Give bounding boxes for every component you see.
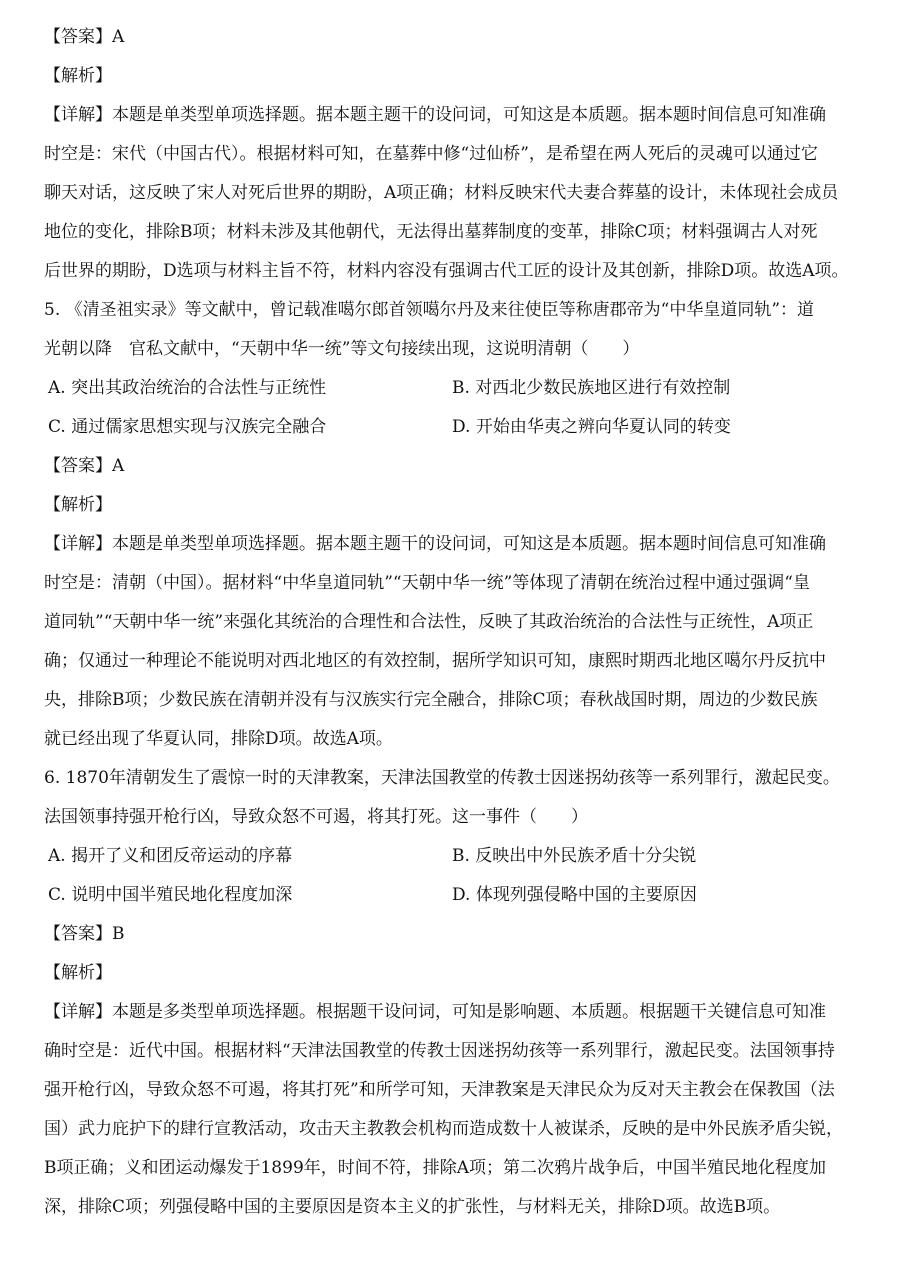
q6-option-c: C. 说明中国半殖民地化程度加深 [48, 885, 293, 905]
q5-detail-line: 央，排除B项；少数民族在清朝并没有与汉族实行完全融合，排除C项；春秋战国时期，周边的少数民族 [44, 690, 818, 710]
q6-stem-line: 法国领事持强开枪行凶，导致众怒不可遏，将其打死。这一事件（ ） [44, 807, 588, 827]
q4-detail-line: 【详解】本题是单类型单项选择题。据本题主题干的设问词，可知这是本质题。据本题时间信息可知准确 [44, 105, 826, 125]
q4-analysis-label: 【解析】 [44, 66, 112, 86]
q6-detail-line: 确时空是：近代中国。根据材料“天津法国教堂的传教士因迷拐幼孩等一系列罪行，激起民变。法国领事持 [44, 1041, 835, 1061]
q5-option-b: B. 对西北少数民族地区进行有效控制 [452, 378, 731, 398]
q6-options-row-2 [44, 876, 864, 915]
q4-detail-line: 地位的变化，排除B项；材料未涉及其他朝代，无法得出墓葬制度的变革，排除C项；材料强调古人对死 [44, 222, 818, 242]
q6-answer: 【答案】B [44, 924, 125, 944]
q4-answer: 【答案】A [44, 27, 125, 47]
q4-detail-line: 时空是：宋代（中国古代）。根据材料可知，在墓葬中修“过仙桥”，是希望在两人死后的灵魂可以通过它 [44, 144, 818, 164]
q4-detail-line: 聊天对话，这反映了宋人对死后世界的期盼，A项正确；材料反映宋代夫妻合葬墓的设计，未体现社会成员 [44, 183, 839, 203]
q6-detail-line: 国）武力庇护下的肆行宣教活动，攻击天主教教会机构而造成数十人被谋杀，反映的是中外民族矛盾尖锐， [44, 1119, 843, 1139]
q6-detail-line: 深，排除C项；列强侵略中国的主要原因是资本主义的扩张性，与材料无关，排除D项。故选B项。 [44, 1197, 781, 1217]
q5-detail-line: 时空是：清朝（中国）。据材料“中华皇道同轨”“天朝中华一统”等体现了清朝在统治过程中通过强调“皇 [44, 573, 810, 593]
q6-option-d: D. 体现列强侵略中国的主要原因 [452, 885, 697, 905]
q5-options-row-2 [44, 408, 864, 447]
document-page [44, 18, 864, 1227]
q6-stem-line: 6. 1870年清朝发生了震惊一时的天津教案，天津法国教堂的传教士因迷拐幼孩等一系列罪行，激起民变。 [44, 768, 840, 788]
q5-detail-line: 确；仅通过一种理论不能说明对西北地区的有效控制，据所学知识可知，康熙时期西北地区噶尔丹反抗中 [44, 651, 826, 671]
q6-detail-line: 【详解】本题是多类型单项选择题。根据题干设问词，可知是影响题、本质题。根据题干关键信息可知准 [44, 1002, 826, 1022]
q5-stem-line: 5. 《清圣祖实录》等文献中，曾记载准噶尔郎首领噶尔丹及来往使臣等称唐郡帝为“中华皇道同轨”：道 [44, 300, 815, 320]
q5-option-c: C. 通过儒家思想实现与汉族完全融合 [48, 417, 327, 437]
q5-option-d: D. 开始由华夷之辨向华夏认同的转变 [452, 417, 731, 437]
q5-stem-line: 光朝以降 官私文献中，“天朝中华一统”等文句接续出现，这说明清朝（ ） [44, 339, 640, 359]
q6-detail-line: B项正确；义和团运动爆发于1899年，时间不符，排除A项；第二次鸦片战争后，中国半殖民地化程度加 [44, 1158, 827, 1178]
q5-analysis-label: 【解析】 [44, 495, 112, 515]
q5-option-a: A. 突出其政治统治的合法性与正统性 [48, 378, 327, 398]
q5-detail-line: 就已经出现了华夏认同，排除D项。故选A项。 [44, 729, 393, 749]
q6-options-row-1 [44, 837, 864, 876]
q5-options-row-1 [44, 369, 864, 408]
q6-option-a: A. 揭开了义和团反帝运动的序幕 [48, 846, 293, 866]
q4-detail-line: 后世界的期盼，D选项与材料主旨不符，材料内容没有强调古代工匠的设计及其创新，排除D项。故选A项。 [44, 261, 849, 281]
q6-detail-line: 强开枪行凶，导致众怒不可遏，将其打死”和所学可知，天津教案是天津民众为反对天主教会在保教国（法 [44, 1080, 835, 1100]
q5-detail-line: 道同轨”“天朝中华一统”来强化其统治的合理性和合法性，反映了其政治统治的合法性与正统性，A项正 [44, 612, 814, 632]
q5-answer: 【答案】A [44, 456, 125, 476]
q6-analysis-label: 【解析】 [44, 963, 112, 983]
q6-option-b: B. 反映出中外民族矛盾十分尖锐 [452, 846, 697, 866]
q5-detail-line: 【详解】本题是单类型单项选择题。据本题主题干的设问词，可知这是本质题。据本题时间信息可知准确 [44, 534, 826, 554]
